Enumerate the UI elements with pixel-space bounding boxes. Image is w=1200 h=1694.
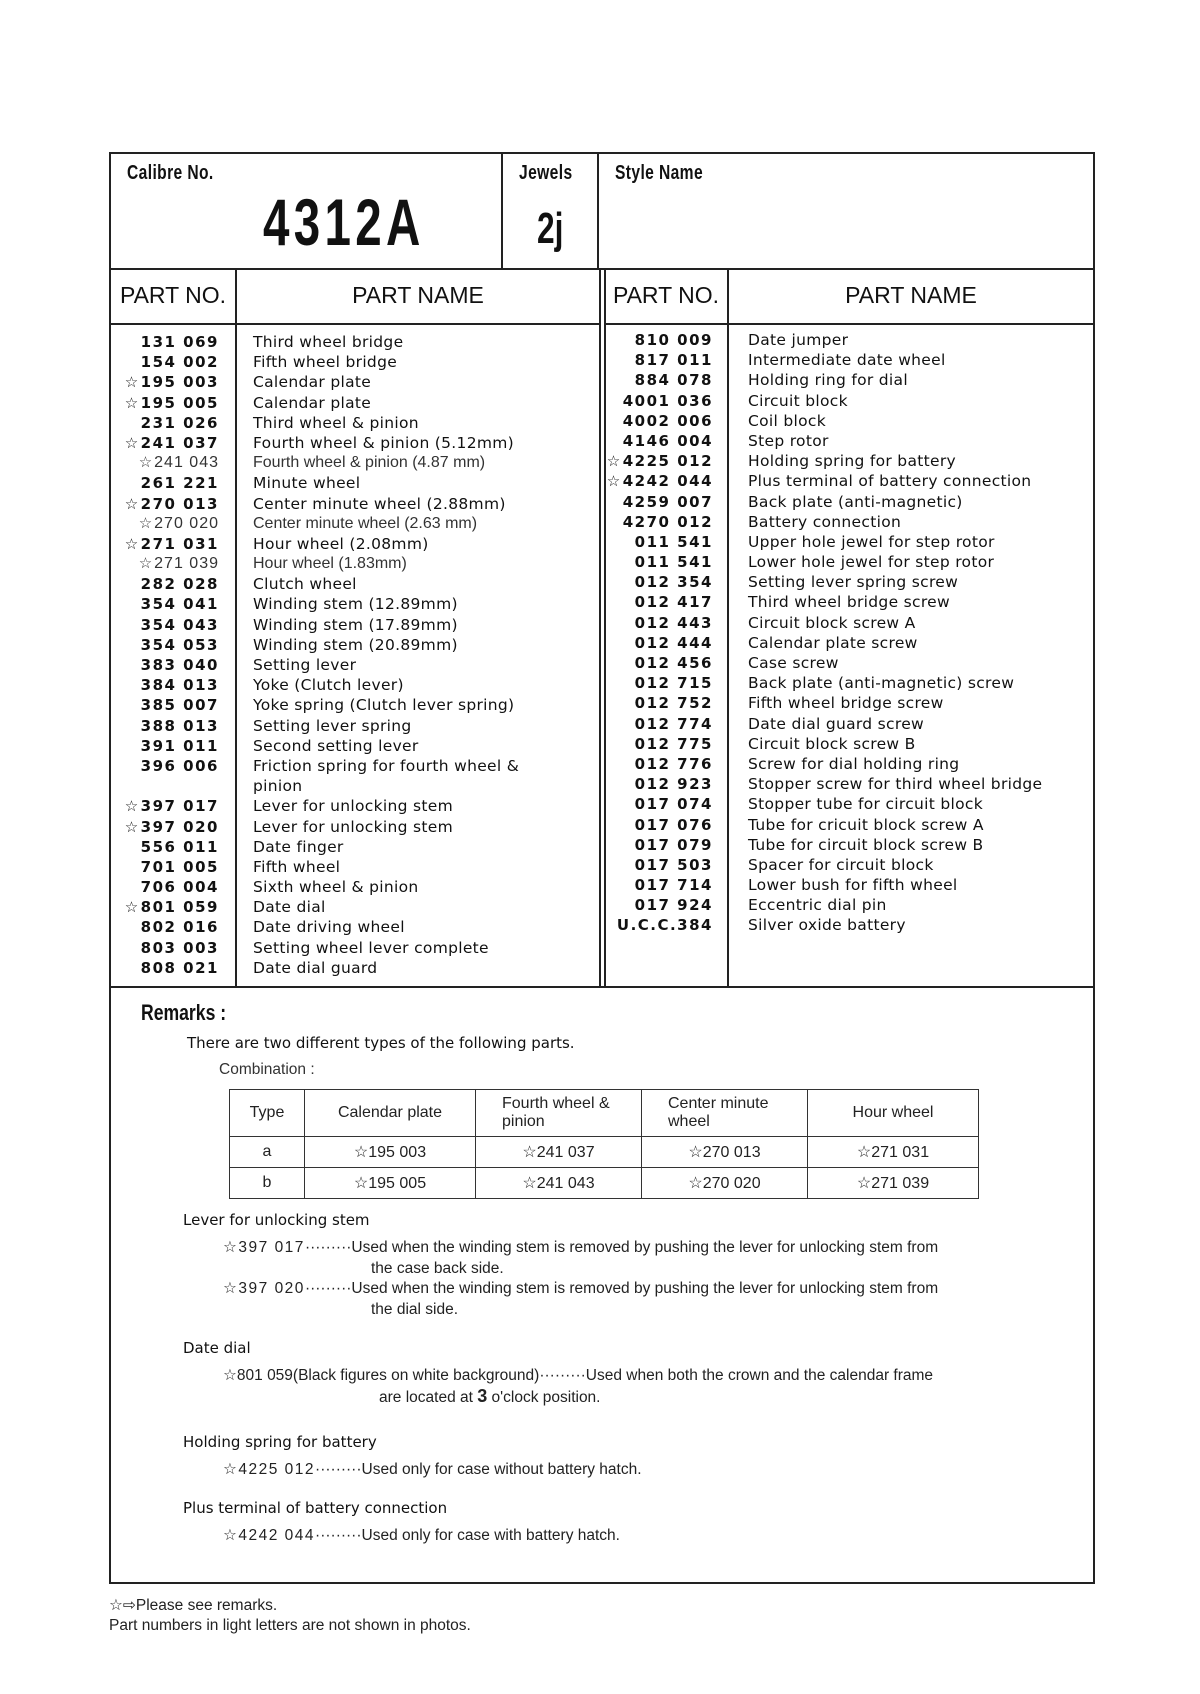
part-name: pinion: [253, 777, 303, 796]
jewels-value: 2j: [537, 204, 564, 253]
part-number: [605, 734, 713, 754]
clock-position: 3: [477, 1386, 488, 1406]
part-number: [111, 695, 219, 715]
part-number-text: 701 005: [140, 857, 219, 876]
part-number-text: 282 028: [140, 575, 219, 594]
part-number: [605, 633, 713, 653]
part-number-text: 884 078: [634, 371, 713, 390]
remark-text: Used when the winding stem is removed by pushing the lever for unlocking stem from: [351, 1239, 939, 1256]
combo-cell: ☆271 031: [808, 1137, 979, 1168]
part-name: Winding stem (12.89mm): [253, 595, 458, 614]
part-number: [111, 857, 219, 877]
part-name: Lower bush for fifth wheel: [748, 876, 958, 895]
part-number: [605, 370, 713, 390]
star-icon: ☆: [606, 472, 622, 491]
part-number: [111, 413, 219, 433]
part-name: Clutch wheel: [253, 575, 357, 594]
part-name: Lever for unlocking stem: [253, 817, 453, 836]
remark-ref: ☆4225 012: [223, 1461, 316, 1478]
part-name: Step rotor: [748, 431, 829, 450]
part-number-text: 383 040: [140, 656, 219, 674]
part-number: [111, 958, 219, 978]
combo-cell: ☆195 003: [305, 1137, 476, 1168]
remark-section-title: Date dial: [183, 1339, 251, 1357]
part-number: [111, 574, 219, 594]
footer-light-note: Part numbers in light letters are not shown in photos.: [109, 1617, 471, 1634]
calibre-cell: [111, 154, 503, 268]
star-icon: ☆: [138, 514, 154, 532]
part-number-text: 271 039: [154, 555, 219, 573]
part-number-text: 241 043: [154, 454, 219, 472]
part-name: Minute wheel: [253, 474, 361, 493]
part-name: Tube for cricuit block screw A: [748, 815, 984, 834]
part-name: Silver oxide battery: [748, 916, 906, 935]
part-number-text: 4259 007: [622, 492, 713, 511]
part-name: Setting lever spring: [253, 716, 412, 735]
remark-note: [223, 1459, 1063, 1480]
star-icon: ☆: [124, 393, 140, 412]
part-name: Hour wheel (1.83mm): [253, 555, 407, 573]
part-number-text: 154 002: [140, 353, 219, 372]
part-number-text: 012 354: [634, 573, 713, 592]
part-number: [605, 492, 713, 512]
part-number: [605, 815, 713, 835]
footer-legend: [109, 1596, 277, 1615]
part-number-text: 011 541: [634, 553, 713, 572]
part-number-text: 396 006: [140, 756, 219, 775]
part-number: [111, 837, 219, 857]
combo-cell: ☆270 020: [642, 1168, 808, 1199]
part-number: [111, 453, 219, 473]
part-number-text: 706 004: [140, 878, 219, 897]
combo-header-type: Type: [230, 1090, 305, 1137]
part-number-text: 388 013: [140, 716, 219, 735]
part-number-text: 354 041: [140, 595, 219, 614]
left-part-no-header: PART NO.: [111, 268, 235, 325]
remark-text-continued: [223, 1386, 1063, 1408]
part-number: [111, 655, 219, 675]
part-name: Fifth wheel bridge screw: [748, 694, 944, 713]
part-number: [605, 895, 713, 915]
remark-section-title: Lever for unlocking stem: [183, 1211, 370, 1229]
part-number-text: 012 443: [634, 613, 713, 632]
part-number: [605, 673, 713, 693]
part-number: [111, 635, 219, 655]
combo-header-calendar-plate: Calendar plate: [305, 1090, 476, 1137]
part-number-text: 261 221: [140, 474, 219, 493]
part-number: [111, 594, 219, 614]
part-number-text: 354 053: [140, 635, 219, 654]
star-icon: ☆: [124, 373, 140, 392]
part-number: [605, 451, 713, 471]
part-name: Calendar plate screw: [748, 633, 918, 652]
part-number-text: 4146 004: [622, 431, 713, 450]
remark-text-continued: the dial side.: [371, 1301, 459, 1318]
part-number-text: 397 020: [140, 817, 219, 836]
part-name: Back plate (anti-magnetic): [748, 492, 963, 511]
remark-note: [223, 1278, 1063, 1320]
remark-ref: ☆801 059(Black figures on white background): [223, 1367, 540, 1384]
part-number-text: 241 037: [140, 433, 219, 452]
part-number-text: 017 924: [634, 896, 713, 915]
remarks-intro: There are two different types of the following parts.: [187, 1034, 575, 1052]
part-name: Calendar plate: [253, 373, 372, 392]
part-name: Intermediate date wheel: [748, 351, 946, 370]
part-number-text: 017 079: [634, 835, 713, 854]
divider: [599, 268, 601, 986]
star-arrow-icon: ☆⇨: [109, 1597, 136, 1614]
remarks-title: Remarks :: [141, 1000, 227, 1025]
part-number: [111, 917, 219, 937]
part-name: Battery connection: [748, 512, 902, 531]
part-number-text: 012 417: [634, 593, 713, 612]
part-name: Holding spring for battery: [748, 452, 956, 471]
part-number-text: 810 009: [634, 331, 713, 349]
part-number: [605, 754, 713, 774]
part-name: Second setting lever: [253, 736, 419, 755]
part-name: Third wheel & pinion: [253, 413, 419, 432]
part-number: [605, 794, 713, 814]
divider: [235, 268, 237, 986]
part-number: [111, 756, 219, 776]
leader-dots: ·········: [304, 1239, 352, 1256]
combination-table: [229, 1089, 979, 1199]
part-number: [111, 393, 219, 413]
leader-dots: ·········: [304, 1280, 352, 1297]
remark-text: Used only for case with battery hatch.: [361, 1527, 620, 1544]
remark-section-title: Plus terminal of battery connection: [183, 1499, 448, 1517]
part-name: Date dial guard screw: [748, 714, 925, 733]
jewels-label: Jewels: [519, 162, 573, 184]
part-number-text: 801 059: [140, 898, 219, 917]
part-name: Sixth wheel & pinion: [253, 878, 419, 897]
part-name: Date jumper: [748, 331, 849, 349]
part-number-text: 556 011: [140, 837, 219, 856]
part-number: [111, 473, 219, 493]
part-number: [111, 615, 219, 635]
remark-text: are located at: [379, 1389, 478, 1406]
part-number-text: 802 016: [140, 918, 219, 937]
part-name: Lower hole jewel for step rotor: [748, 553, 995, 572]
part-number: [111, 675, 219, 695]
part-number-text: 4001 036: [622, 391, 713, 410]
part-name: Back plate (anti-magnetic) screw: [748, 674, 1015, 693]
part-number-text: U.C.C.384: [616, 916, 713, 935]
left-part-name-header: PART NAME: [237, 268, 599, 325]
part-number: [605, 855, 713, 875]
part-name: Calendar plate: [253, 393, 372, 412]
part-number: [605, 572, 713, 592]
combo-cell: ☆241 043: [476, 1168, 642, 1199]
part-name: Center minute wheel (2.63 mm): [253, 514, 478, 532]
part-number: [111, 877, 219, 897]
part-name: Plus terminal of battery connection: [748, 472, 1032, 491]
remark-text: Used when both the crown and the calendar frame: [585, 1367, 934, 1384]
part-number: [111, 736, 219, 756]
jewels-cell: [503, 154, 599, 268]
part-name: Coil block: [748, 411, 826, 430]
divider: [727, 268, 729, 986]
part-name: Stopper screw for third wheel bridge: [748, 775, 1043, 794]
part-name: Date dial: [253, 898, 326, 917]
part-number-text: 271 031: [140, 534, 219, 553]
part-number: [605, 431, 713, 451]
table-divider: [111, 986, 1093, 988]
right-part-no-header: PART NO.: [605, 268, 727, 325]
combo-cell: ☆270 013: [642, 1137, 808, 1168]
calibre-header: [111, 154, 1093, 270]
part-number: [111, 817, 219, 837]
remark-section-title: Holding spring for battery: [183, 1433, 377, 1451]
part-number: [605, 350, 713, 370]
part-number-text: 397 017: [140, 797, 219, 816]
part-number: [605, 875, 713, 895]
calibre-number: 4312A: [263, 185, 425, 259]
part-number: [605, 411, 713, 431]
part-number-text: 012 775: [634, 734, 713, 753]
remark-text-continued: the case back side.: [371, 1260, 504, 1277]
part-number: [111, 938, 219, 958]
right-part-name-header: PART NAME: [729, 268, 1093, 325]
star-icon: ☆: [124, 797, 140, 816]
part-number: [605, 774, 713, 794]
part-number-text: 195 005: [140, 393, 219, 412]
style-name-label: Style Name: [615, 162, 704, 184]
part-name: Fifth wheel: [253, 857, 341, 876]
part-number-text: 4270 012: [622, 512, 713, 531]
part-number-text: 012 444: [634, 633, 713, 652]
part-number: [605, 330, 713, 350]
part-number: [111, 534, 219, 554]
combo-cell: a: [230, 1137, 305, 1168]
combination-row: [230, 1137, 979, 1168]
star-icon: ☆: [124, 898, 140, 917]
part-number: [111, 716, 219, 736]
part-name: Circuit block: [748, 391, 848, 410]
part-name: Circuit block screw B: [748, 734, 916, 753]
part-number-text: 391 011: [140, 736, 219, 755]
part-name: Case screw: [748, 654, 839, 672]
part-number: [111, 352, 219, 372]
part-number: [111, 776, 219, 796]
part-name: Date dial guard: [253, 958, 378, 977]
part-name: Yoke spring (Clutch lever spring): [253, 696, 515, 715]
remark-text: o'clock position.: [487, 1389, 601, 1406]
combo-cell: ☆241 037: [476, 1137, 642, 1168]
part-name: Eccentric dial pin: [748, 896, 887, 915]
part-number: [111, 554, 219, 574]
part-name: Setting wheel lever complete: [253, 938, 489, 957]
part-number-text: 270 013: [140, 494, 219, 513]
combo-cell: ☆271 039: [808, 1168, 979, 1199]
part-number-text: 354 043: [140, 615, 219, 634]
part-number: [605, 835, 713, 855]
star-icon: ☆: [606, 452, 622, 471]
part-name: Date driving wheel: [253, 918, 405, 937]
parts-list-sheet: [109, 152, 1095, 1584]
part-number-text: 017 503: [634, 855, 713, 874]
part-name: Upper hole jewel for step rotor: [748, 532, 995, 551]
part-name: Spacer for circuit block: [748, 855, 934, 874]
part-number-text: 011 541: [634, 532, 713, 551]
part-name: Winding stem (20.89mm): [253, 635, 458, 654]
part-number-text: 270 020: [154, 514, 219, 532]
part-name: Setting lever spring screw: [748, 573, 959, 592]
combination-row: [230, 1168, 979, 1199]
part-name: Winding stem (17.89mm): [253, 615, 458, 634]
remark-ref: ☆4242 044: [223, 1527, 316, 1544]
combo-header-hour-wheel: Hour wheel: [808, 1090, 979, 1137]
legend-text: Please see remarks.: [135, 1597, 278, 1614]
part-name: Screw for dial holding ring: [748, 754, 960, 773]
part-number: [111, 796, 219, 816]
part-number-text: 012 776: [634, 754, 713, 773]
part-number: [111, 433, 219, 453]
part-number-text: 4242 044: [622, 472, 713, 491]
part-number-text: 4002 006: [622, 411, 713, 430]
part-number: [605, 714, 713, 734]
part-number: [111, 514, 219, 534]
remark-text: Used when the winding stem is removed by pushing the lever for unlocking stem from: [351, 1280, 939, 1297]
star-icon: ☆: [138, 555, 154, 573]
part-number-text: 808 021: [140, 958, 219, 977]
remark-note: [223, 1237, 1063, 1279]
part-number-text: 195 003: [140, 373, 219, 392]
remark-text: Used only for case without battery hatch.: [361, 1461, 642, 1478]
part-name: Hour wheel (2.08mm): [253, 534, 429, 553]
part-number: [605, 693, 713, 713]
part-number-text: 231 026: [140, 413, 219, 432]
part-name: Fourth wheel & pinion (4.87 mm): [253, 454, 486, 472]
leader-dots: ·········: [539, 1367, 586, 1384]
part-number-text: 4225 012: [622, 452, 713, 471]
part-number: [605, 471, 713, 491]
star-icon: ☆: [124, 494, 140, 513]
part-number: [111, 494, 219, 514]
part-number-text: 012 456: [634, 654, 713, 672]
calibre-label: Calibre No.: [127, 162, 214, 184]
part-name: Third wheel bridge: [253, 333, 404, 351]
part-name: Stopper tube for circuit block: [748, 795, 983, 814]
part-number: [605, 915, 713, 935]
part-name: Fifth wheel bridge: [253, 353, 398, 372]
part-name: Date finger: [253, 837, 344, 856]
part-name: Setting lever: [253, 656, 357, 674]
part-name: Lever for unlocking stem: [253, 797, 453, 816]
leader-dots: ·········: [315, 1527, 362, 1544]
part-number: [605, 552, 713, 572]
combo-cell: ☆195 005: [305, 1168, 476, 1199]
part-name: Center minute wheel (2.88mm): [253, 494, 506, 513]
part-number-text: 017 714: [634, 876, 713, 895]
star-icon: ☆: [138, 454, 154, 472]
part-name: Third wheel bridge screw: [748, 593, 950, 612]
part-number: [111, 332, 219, 352]
style-name-cell: [599, 154, 1093, 268]
part-number: [605, 391, 713, 411]
part-number: [605, 653, 713, 673]
part-number-text: 384 013: [140, 676, 219, 695]
part-number-text: 012 923: [634, 775, 713, 794]
part-number: [605, 592, 713, 612]
star-icon: ☆: [124, 817, 140, 836]
leader-dots: ·········: [315, 1461, 362, 1478]
part-number: [111, 372, 219, 392]
part-name: Fourth wheel & pinion (5.12mm): [253, 433, 515, 452]
remark-ref: ☆397 020: [223, 1280, 305, 1297]
part-number-text: 012 752: [634, 694, 713, 713]
part-number-text: 131 069: [140, 333, 219, 351]
part-name: Friction spring for fourth wheel &: [253, 756, 520, 775]
star-icon: ☆: [124, 534, 140, 553]
remark-note: [223, 1525, 1063, 1546]
combo-header-fourth-wheel: Fourth wheel & pinion: [476, 1090, 642, 1137]
combo-cell: b: [230, 1168, 305, 1199]
part-number-text: 012 715: [634, 674, 713, 693]
star-icon: ☆: [124, 433, 140, 452]
remark-ref: ☆397 017: [223, 1239, 305, 1256]
part-number: [605, 512, 713, 532]
part-number: [605, 613, 713, 633]
part-number: [111, 897, 219, 917]
part-number-text: 803 003: [140, 938, 219, 957]
part-number-text: 017 074: [634, 795, 713, 814]
part-number-text: 385 007: [140, 696, 219, 715]
combo-header-center-minute-wheel: Center minute wheel: [642, 1090, 808, 1137]
remark-note: [223, 1365, 1063, 1408]
part-number: [605, 532, 713, 552]
part-name: Yoke (Clutch lever): [253, 676, 404, 695]
part-name: Tube for circuit block screw B: [748, 835, 984, 854]
part-name: Circuit block screw A: [748, 613, 916, 632]
part-number-text: 817 011: [634, 351, 713, 370]
part-number-text: 012 774: [634, 714, 713, 733]
part-number-text: 017 076: [634, 815, 713, 834]
combination-label: Combination :: [219, 1061, 315, 1078]
part-name: Holding ring for dial: [748, 371, 908, 390]
combination-header-row: [230, 1090, 979, 1137]
